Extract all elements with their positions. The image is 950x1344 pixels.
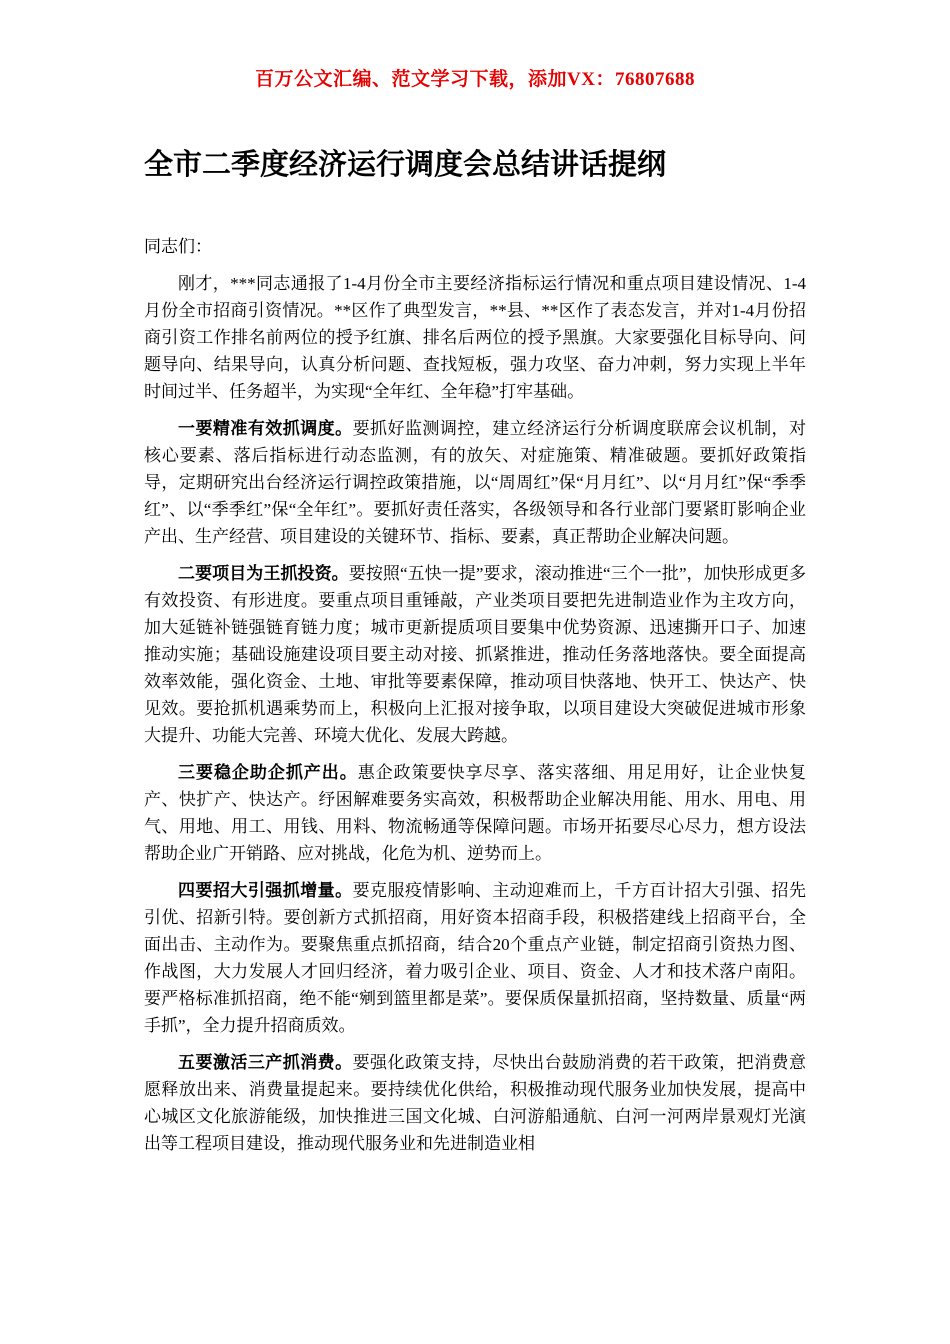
paragraph-point-3 xyxy=(144,759,806,867)
document-content xyxy=(144,147,806,1157)
paragraph-body: 要抓好监测调控，建立经济运行分析调度联席会议机制，对核心要素、落后指标进行动态监测，有的放矢、对症施策、精准破题。要抓好政策指导，定期研究出台经济运行调控政策措施，以“周周红”保“月月红”、以“月月红”保“季季红”、以“季季红”保“全年红”。要抓好责任落实，各级领导和各行业部门要紧盯影响企业产出、生产经营、项目建设的关键环节、指标、要素，真正帮助企业解决问题。 xyxy=(144,418,807,546)
paragraph-body: 要克服疫情影响、主动迎难而上，千方百计招大引强、招先引优、招新引特。要创新方式抓招商，用好资本招商手段，积极搭建线上招商平台，全面出击、主动作为。要聚焦重点抓招商，结合20个重点产业链，制定招商引资热力图、作战图，大力发展人才回归经济，着力吸引企业、项目、资金、人才和技术落户南阳。要严格标准抓招商，绝不能“剜到篮里都是菜”。要保质保量抓招商，坚持数量、质量“两手抓”，全力提升招商质效。 xyxy=(144,880,807,1035)
paragraph-lead: 二要项目为王抓投资。 xyxy=(178,563,349,583)
paragraph-body: 惠企政策要快享尽享、落实落细、用足用好，让企业快复产、快扩产、快达产。纾困解难要务实高效，积极帮助企业解决用能、用水、用电、用气、用地、用工、用钱、用料、物流畅通等保障问题。市场开拓要尽心尽力，想方设法帮助企业广开销路、应对挑战，化危为机、逆势而上。 xyxy=(144,762,807,863)
paragraph-body: 要强化政策支持，尽快出台鼓励消费的若干政策，把消费意愿释放出来、消费量提起来。要持续优化供给，积极推动现代服务业加快发展，提高中心城区文化旅游能级，加快推进三国文化城、白河游船通航、白河一河两岸景观灯光演出等工程项目建设，推动现代服务业和先进制造业相 xyxy=(144,1052,807,1153)
paragraph-point-5 xyxy=(144,1049,806,1157)
paragraph-point-1 xyxy=(144,415,806,550)
paragraph-body: 刚才，***同志通报了1-4月份全市主要经济指标运行情况和重点项目建设情况、1-4月份全市招商引资情况。**区作了典型发言，**县、**区作了表态发言，并对1-4月份招商引资工作排名前两位的授予红旗、排名后两位的授予黑旗。大家要强化目标导向、问题导向、结果导向，认真分析问题、查找短板，强力攻坚、奋力冲刺，努力实现上半年时间过半、任务超半，为实现“全年红、全年稳”打牢基础。 xyxy=(144,273,806,401)
paragraph-lead: 四要招大引强抓增量。 xyxy=(178,880,353,900)
paragraph-lead: 三要稳企助企抓产出。 xyxy=(178,762,358,782)
paragraph-lead: 一要精准有效抓调度。 xyxy=(178,418,353,438)
header-ad-notice: 百万公文汇编、范文学习下载，添加VX：76807688 xyxy=(255,69,695,90)
paragraph-point-4 xyxy=(144,877,806,1039)
paragraph-body: 要按照“五快一提”要求，滚动推进“三个一批”，加快形成更多有效投资、有形进度。要重点项目重锤敲，产业类项目要把先进制造业作为主攻方向，加大延链补链强链育链力度；城市更新提质项目要集中优势资源、迅速撕开口子、加速推动实施；基础设施建设项目要主动对接、抓紧推进，推动任务落地落快。要全面提高效率效能，强化资金、土地、审批等要素保障，推动项目快落地、快开工、快达产、快见效。要抢抓机遇乘势而上，积极向上汇报对接争取，以项目建设大突破促进城市形象大提升、功能大完善、环境大优化、发展大跨越。 xyxy=(144,563,807,745)
paragraph-point-2 xyxy=(144,560,806,749)
paragraph-intro xyxy=(144,270,806,405)
salutation: 同志们： xyxy=(144,236,212,256)
document-title: 全市二季度经济运行调度会总结讲话提纲 xyxy=(144,149,667,181)
paragraph-lead: 五要激活三产抓消费。 xyxy=(178,1052,353,1072)
